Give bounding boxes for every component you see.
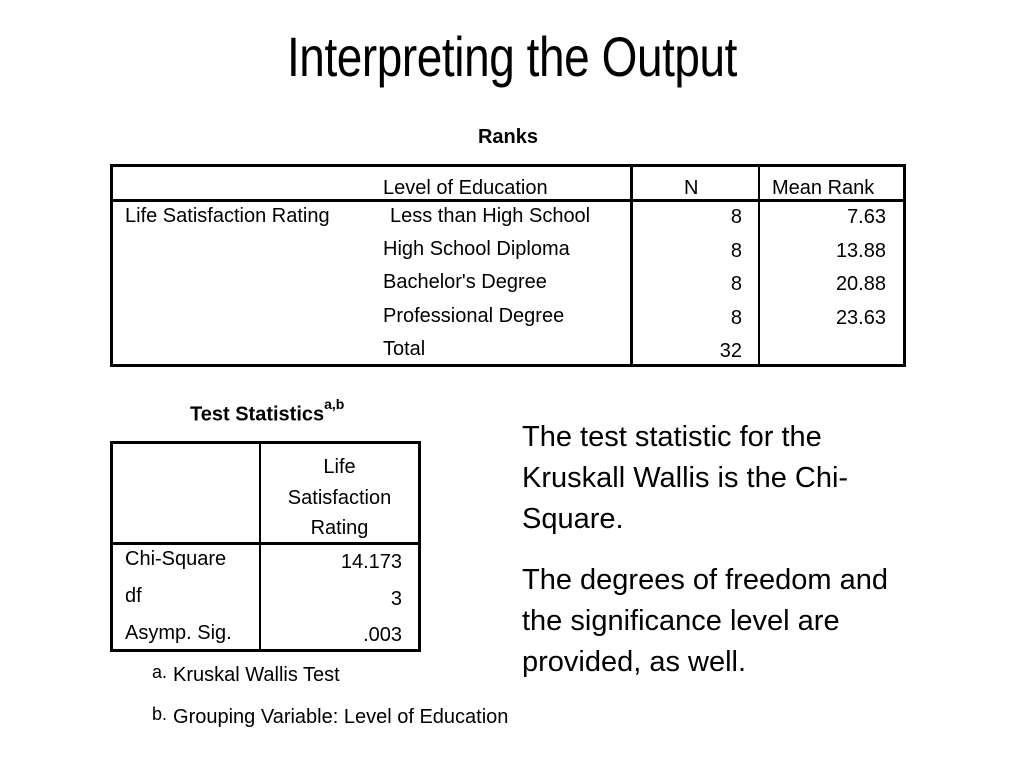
ranks-divider-n (630, 164, 633, 364)
ts-header-line-3: Rating (310, 517, 369, 539)
ranks-level-4: Total (383, 338, 426, 360)
ts-label-0: Chi-Square (125, 548, 227, 570)
ts-left-border (110, 441, 113, 652)
ranks-level-1: High School Diploma (383, 238, 570, 260)
ranks-header-mean-rank: Mean Rank (772, 177, 875, 199)
footnote-b-text: Grouping Variable: Level of Education (173, 706, 509, 728)
ranks-divider-mean (758, 164, 760, 364)
ts-top-border (110, 441, 421, 444)
slide-title: Interpreting the Output (286, 25, 738, 88)
ranks-mean-2: 20.88 (835, 273, 886, 295)
ranks-left-border (110, 164, 113, 367)
ranks-mean-0: 7.63 (847, 206, 886, 228)
explanation-paragraph-2: The degrees of freedom and the significance level are provided, as well. (522, 564, 888, 678)
ranks-bottom-border (110, 364, 906, 367)
ranks-right-border (903, 164, 906, 367)
test-statistics-caption (190, 396, 345, 427)
footnote-a-mark: a. (152, 662, 168, 682)
footnote-a-text: Kruskal Wallis Test (173, 664, 340, 686)
ranks-header-level: Level of Education (383, 177, 548, 199)
ranks-row-label: Life Satisfaction Rating (125, 205, 330, 227)
ranks-n-0: 8 (730, 206, 742, 228)
ranks-n-1: 8 (730, 240, 742, 262)
ranks-caption: Ranks (477, 126, 539, 148)
ts-label-2: Asymp. Sig. (125, 622, 232, 644)
ts-header-line-2: Satisfaction (287, 487, 392, 509)
explanation-paragraph-1: The test statistic for the Kruskall Wallis is the Chi-Square. (522, 421, 849, 535)
ts-bottom-border (110, 649, 421, 652)
ts-value-2: .003 (363, 624, 402, 646)
ts-label-1: df (125, 585, 142, 607)
test-statistics-caption-text: Test Statistics (190, 403, 325, 426)
ranks-mean-1: 13.88 (835, 240, 886, 262)
footnote-b-mark: b. (152, 704, 168, 724)
ranks-top-border (110, 164, 906, 167)
footnote-b (152, 706, 508, 729)
ranks-header-n: N (684, 177, 699, 199)
ranks-mean-3: 23.63 (835, 307, 886, 329)
ts-right-border (418, 441, 421, 652)
ts-value-1: 3 (390, 588, 402, 610)
ranks-n-4: 32 (719, 340, 742, 362)
ts-value-0: 14.173 (340, 551, 402, 573)
footnote-a (152, 664, 340, 687)
ranks-level-3: Professional Degree (383, 305, 565, 327)
ranks-level-2: Bachelor's Degree (383, 271, 547, 293)
ts-header-line-1: Life (323, 456, 356, 478)
ranks-n-3: 8 (730, 307, 742, 329)
test-statistics-caption-sup: a,b (324, 396, 345, 412)
ranks-n-2: 8 (730, 273, 742, 295)
ts-header-border (110, 542, 421, 545)
ranks-level-0: Less than High School (390, 205, 591, 227)
